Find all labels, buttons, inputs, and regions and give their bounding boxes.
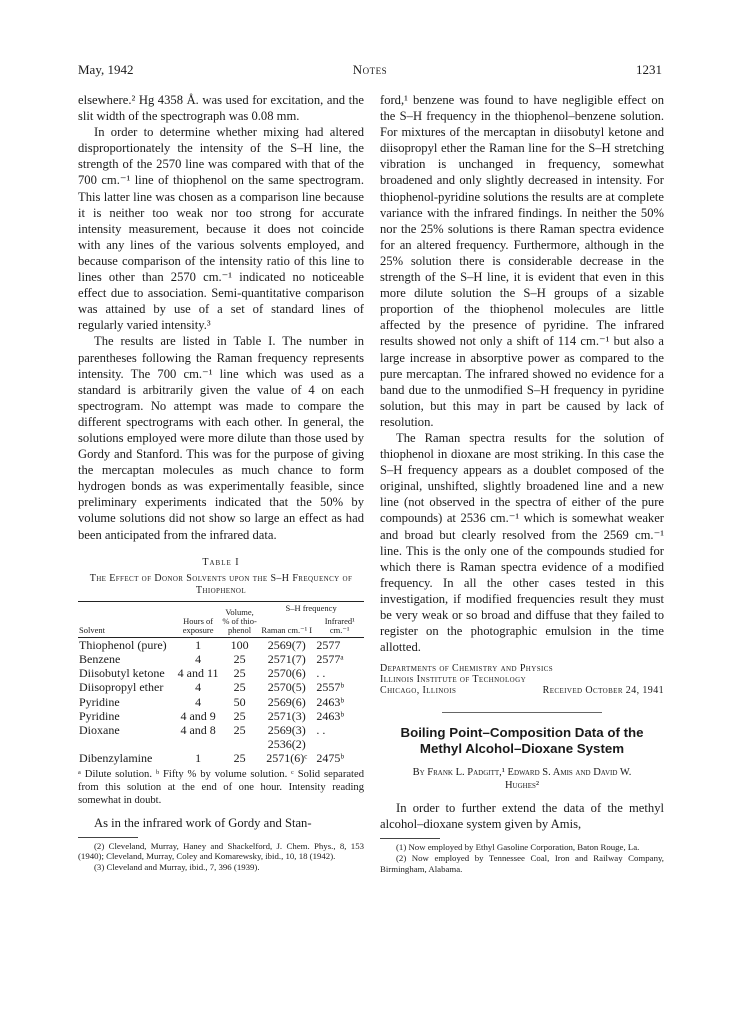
paragraph: In order to determine whether mixing had altered disproportionately the intensity of the S–H line, the strength of the 2570 line was compared with that of the 700 cm.⁻¹ line of thiophenol on the same spectrogram. This latter line was chosen as a comparison line because it is neither too weak nor too strong for accurate intensity measurement, because it does not coincide with any lines of the various solvents employed, and because comparison of the intensity ratio of this line to lines other than 2570 cm.⁻¹ indicated no noticeable effect due to association. Semi-quantitative comparison was attained by use of a set of standard lines of regularly varied intensity.³ <box>78 125 364 333</box>
table-cell: Dioxane <box>79 722 120 737</box>
table-cell: 25 <box>233 708 246 723</box>
table-cell: 2577ᵃ <box>316 651 344 666</box>
footnote-refs <box>78 841 364 873</box>
paragraph: elsewhere.² Hg 4358 Å. was used for excitation, and the slit width of the spectrograph was 0.08 mm. <box>78 93 364 124</box>
paragraph: In order to further extend the data of the methyl alcohol–dioxane system given by Amis, <box>380 801 664 832</box>
table-cell: Thiophenol (pure) <box>79 637 167 652</box>
table-cell: 2463ᵇ <box>316 694 345 709</box>
paragraph: The results are listed in Table I. The number in parentheses following the Raman frequency represents intensity. The 700 cm.⁻¹ line which was used as a standard is arbitrarily given the value of 4 on each spectrogram. No attempt was made to compare the different spectrograms with each other. In general, the solutions employed were more dilute than those used by Gordy and Stanford. This was for the purpose of giving the mercaptan molecules as much chance to form hydrogen bonds as was experimentally feasible, since preliminary experiments indicated that the 50% by volume solutions did not show so large an effect as had been anticipated from the infrared data. <box>78 334 364 542</box>
table-cell: 4 and 8 <box>180 722 216 737</box>
author-line: Hughes² <box>504 780 540 792</box>
table-row <box>78 737 364 751</box>
header-date: May, 1942 <box>78 62 134 77</box>
table-cell: 2571(3) <box>267 708 306 723</box>
table-row <box>78 751 364 765</box>
running-header <box>78 62 662 78</box>
table-row <box>78 695 364 709</box>
table-cell: 4 and 11 <box>177 666 219 681</box>
author-byline <box>380 766 664 792</box>
table-title: The Effect of Donor Solvents upon the S–H Frequency of Thiophenol <box>89 572 353 596</box>
left-column <box>78 92 364 872</box>
paragraph: As in the infrared work of Gordy and Stan- <box>94 815 312 830</box>
table-cell: Diisobutyl ketone <box>79 666 165 681</box>
paragraph: The Raman spectra results for the solution of thiophenol in dioxane are most striking. In this case the S–H frequency appears as a doublet composed of the original, unshifted, slightly broadened line and a new line (not observed in the spectra of either of the pure compounds) at 2536 cm.⁻¹ which is somewhat weaker and broad but clearly resolved from the 2569 cm.⁻¹ line. This is the only one of the compounds studied for which there is Raman spectra evidence of a modified frequency. In all the other cases tested in this investigation, if modified frequencies result they must be very weak or so broad and diffuse that they failed to register on the photographic emulsion in the time allotted. <box>380 430 664 655</box>
table-cell: 2570(6) <box>267 666 306 681</box>
table-cell: 2571(7) <box>267 651 306 666</box>
affiliation-line: Departments of Chemistry and Physics <box>380 663 554 675</box>
table-cell <box>175 737 221 751</box>
table-cell <box>78 737 175 751</box>
footnote-divider <box>380 838 440 839</box>
table-row <box>78 666 364 680</box>
table-cell <box>315 737 364 751</box>
col-header-volume: Volume, % of thio-phenol <box>222 606 257 635</box>
table-cell: Dibenzylamine <box>79 751 153 766</box>
reference: (1) Now employed by Ethyl Gasoline Corporation, Baton Rouge, La. <box>396 842 640 853</box>
table-cell: 25 <box>233 666 246 681</box>
paragraph: ford,¹ benzene was found to have negligible effect on the S–H frequency in the thiophenol–benzene solution. For mixtures of the mercaptan in diisobutyl ketone and diisopropyl ether the Raman line for the S–H stretching vibration is unchanged in frequency, somewhat broadened and only slightly decreased in intensity. For thiophenol-pyridine solutions the results are at complete variance with the infrared findings. In neither the 50% nor the 25% solutions is there Raman spectra evidence for an altered frequency. Furthermore, although in the 25% solution there is considerable decrease in the strength of the S–H line, it is evident that even in this more dilute solution the S–H groups of a sizable proportion of the thiophenol molecules are little affected by the presence of pyridine. The infrared results showed not only a shift of 114 cm.⁻¹ but also a large increase in absorptive power as compared to the pure mercaptan. The infrared showed no evidence for a band due to the unmodified S–H frequency in pyridine solution, but this may in part be caused by lack of resolution. <box>380 93 664 429</box>
header-section: Notes <box>352 62 388 77</box>
table-cell: 2569(6) <box>267 694 306 709</box>
col-header-infrared: Infrared¹ cm.⁻¹ <box>324 615 355 635</box>
table-cell: 4 <box>195 694 202 709</box>
table-cell: 2577 <box>316 637 341 652</box>
table-cell: 4 and 9 <box>180 708 216 723</box>
author-line: By Frank L. Padgitt,¹ Edward S. Amis and David W. <box>412 767 632 779</box>
table-row <box>78 637 364 652</box>
table-label: Table I <box>202 556 240 568</box>
table-cell: 25 <box>233 722 246 737</box>
col-header-solvent: Solvent <box>79 624 105 635</box>
table-cell: 2475ᵇ <box>316 751 345 766</box>
table-cell: . . <box>316 722 326 737</box>
table-cell: Pyridine <box>79 708 120 723</box>
col-header-hours: Hours of exposure <box>182 615 214 635</box>
article-divider <box>442 712 602 713</box>
table-cell: 2571(6)ᶜ <box>266 751 308 766</box>
table-row <box>78 652 364 666</box>
reference: (3) Cleveland and Murray, ibid., 7, 396 (1939). <box>94 861 260 872</box>
table-cell: 50 <box>233 694 246 709</box>
col-header-group: S–H frequency <box>285 602 337 613</box>
table-cell: 2463ᵇ <box>316 708 345 723</box>
table-row <box>78 680 364 694</box>
article-title: Boiling Point–Composition Data of the Methyl Alcohol–Dioxane System <box>400 725 644 756</box>
table-cell: 2570(5) <box>267 680 306 695</box>
table-cell: 2557ᵇ <box>316 680 345 695</box>
table-cell: 1 <box>195 637 202 652</box>
table-body <box>78 637 364 765</box>
table-cell <box>221 737 258 751</box>
affiliation-line: Chicago, Illinois <box>380 685 457 697</box>
received-date: Received October 24, 1941 <box>542 685 664 697</box>
table-cell: 25 <box>233 680 246 695</box>
footnote-divider <box>78 837 138 838</box>
table-cell: 4 <box>195 651 202 666</box>
affiliation <box>380 663 664 696</box>
table-cell: 100 <box>230 637 249 652</box>
table-cell: 4 <box>195 680 202 695</box>
reference: (2) Now employed by Tennessee Coal, Iron and Railway Company, Birmingham, Alabama. <box>380 853 664 874</box>
table-row <box>78 723 364 737</box>
table-row <box>78 709 364 723</box>
header-page-number: 1231 <box>636 62 662 77</box>
table-cell: Diisopropyl ether <box>79 680 164 695</box>
table-cell: . . <box>316 666 326 681</box>
col-header-raman: Raman cm.⁻¹ I <box>261 624 313 635</box>
table-cell: 2569(3) <box>267 722 306 737</box>
footnote-refs <box>380 842 664 874</box>
affiliation-line: Illinois Institute of Technology <box>380 674 527 686</box>
table-cell: Pyridine <box>79 694 120 709</box>
table-footnote: ᵃ Dilute solution. ᵇ Fifty % by volume solution. ᶜ Solid separated from this solution at the end of one hour. Intensity reading somewhat in doubt. <box>78 768 364 806</box>
table-cell: 2569(7) <box>267 637 306 652</box>
table-cell: 25 <box>233 751 246 766</box>
table-cell: Benzene <box>79 651 121 666</box>
table-cell: 25 <box>233 651 246 666</box>
right-column <box>380 92 664 874</box>
table-cell: 2536(2) <box>267 737 306 752</box>
reference: (2) Cleveland, Murray, Haney and Shackelford, J. Chem. Phys., 8, 153 (1940); Cleveland, Murray, Coley and Komarewsky, ibid., 10, 18 (1942). <box>78 840 364 862</box>
data-table <box>78 601 364 766</box>
table-cell: 1 <box>195 751 202 766</box>
